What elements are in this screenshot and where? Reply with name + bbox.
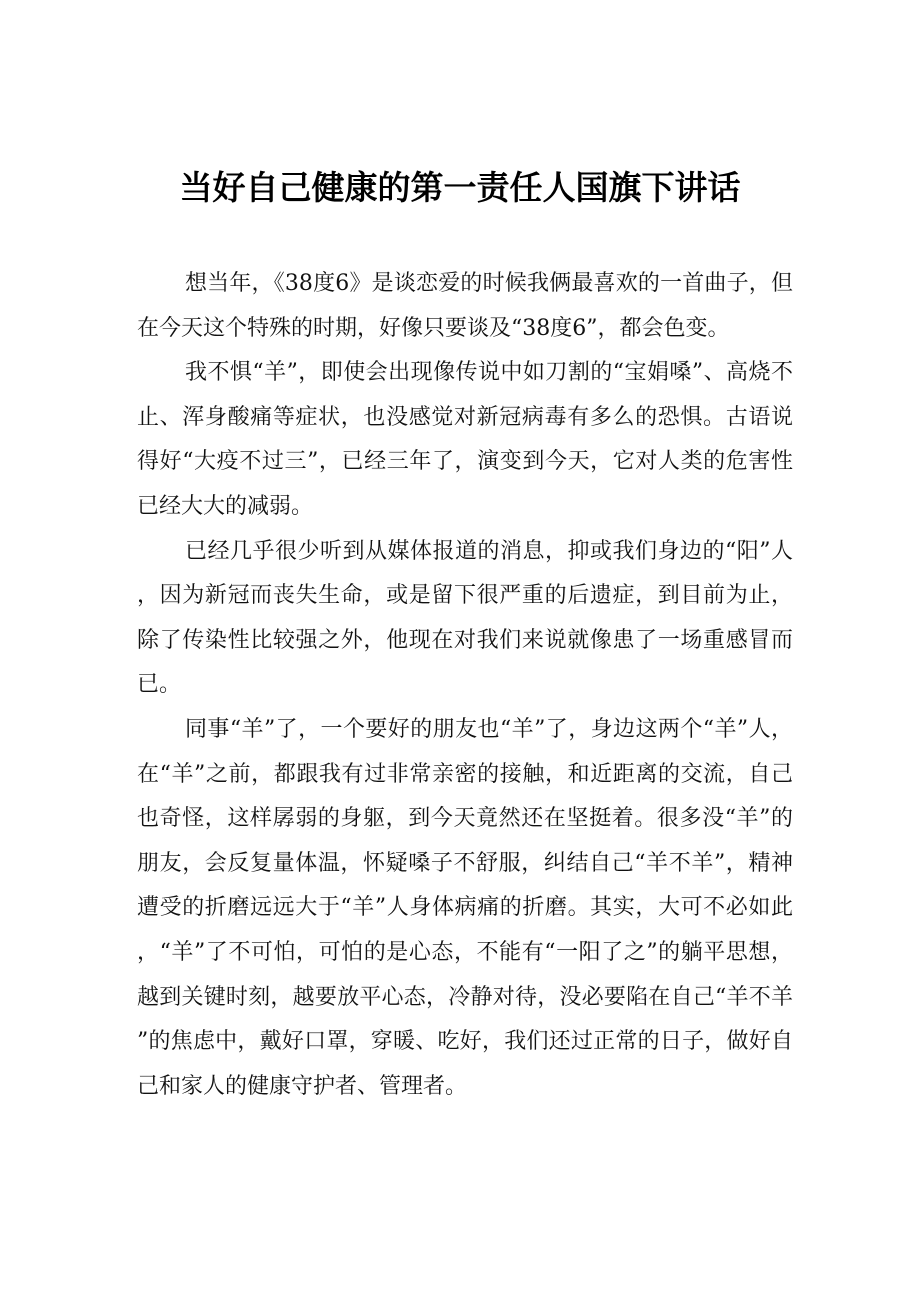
paragraph-2: 我不惧“羊”，即使会出现像传说中如刀割的“宝娟嗓”、高烧不止、浑身酸痛等症状，也没感觉对新冠病毒有多么的恐惧。古语说得好“大疫不过三”，已经三年了，演变到今天，它对人类的危害性已经大大的减弱。 — [137, 360, 793, 519]
paragraph-1: 想当年，《38度6》是谈恋爱的时候我俩最喜欢的一首曲子，但在今天这个特殊的时期，好像只要谈及“38度6”，都会色变。 — [137, 271, 793, 341]
paragraph-4: 同事“羊”了，一个要好的朋友也“羊”了，身边这两个“羊”人，在“羊”之前，都跟我有过非常亲密的接触，和近距离的交流，自己也奇怪，这样孱弱的身躯，到今天竟然还在坚挺着。很多没“羊”的朋友，会反复量体温，怀疑嗓子不舒服，纠结自己“羊不羊”，精神遭受的折磨远远大于“羊”人身体病痛的折磨。其实，大可不必如此，“羊”了不可怕，可怕的是心态，不能有“一阳了之”的躺平思想，越到关键时刻，越要放平心态，冷静对待，没必要陷在自己“羊不羊”的焦虑中，戴好口罩，穿暖、吃好，我们还过正常的日子，做好自己和家人的健康守护者、管理者。 — [137, 716, 793, 1099]
document-body — [137, 262, 793, 1109]
paragraph-3: 已经几乎很少听到从媒体报道的消息，抑或我们身边的“阳”人，因为新冠而丧失生命，或是留下很严重的后遗症，到目前为止，除了传染性比较强之外，他现在对我们来说就像患了一场重感冒而已。 — [137, 538, 793, 698]
document-title: 当好自己健康的第一责任人国旗下讲话 — [179, 168, 741, 207]
